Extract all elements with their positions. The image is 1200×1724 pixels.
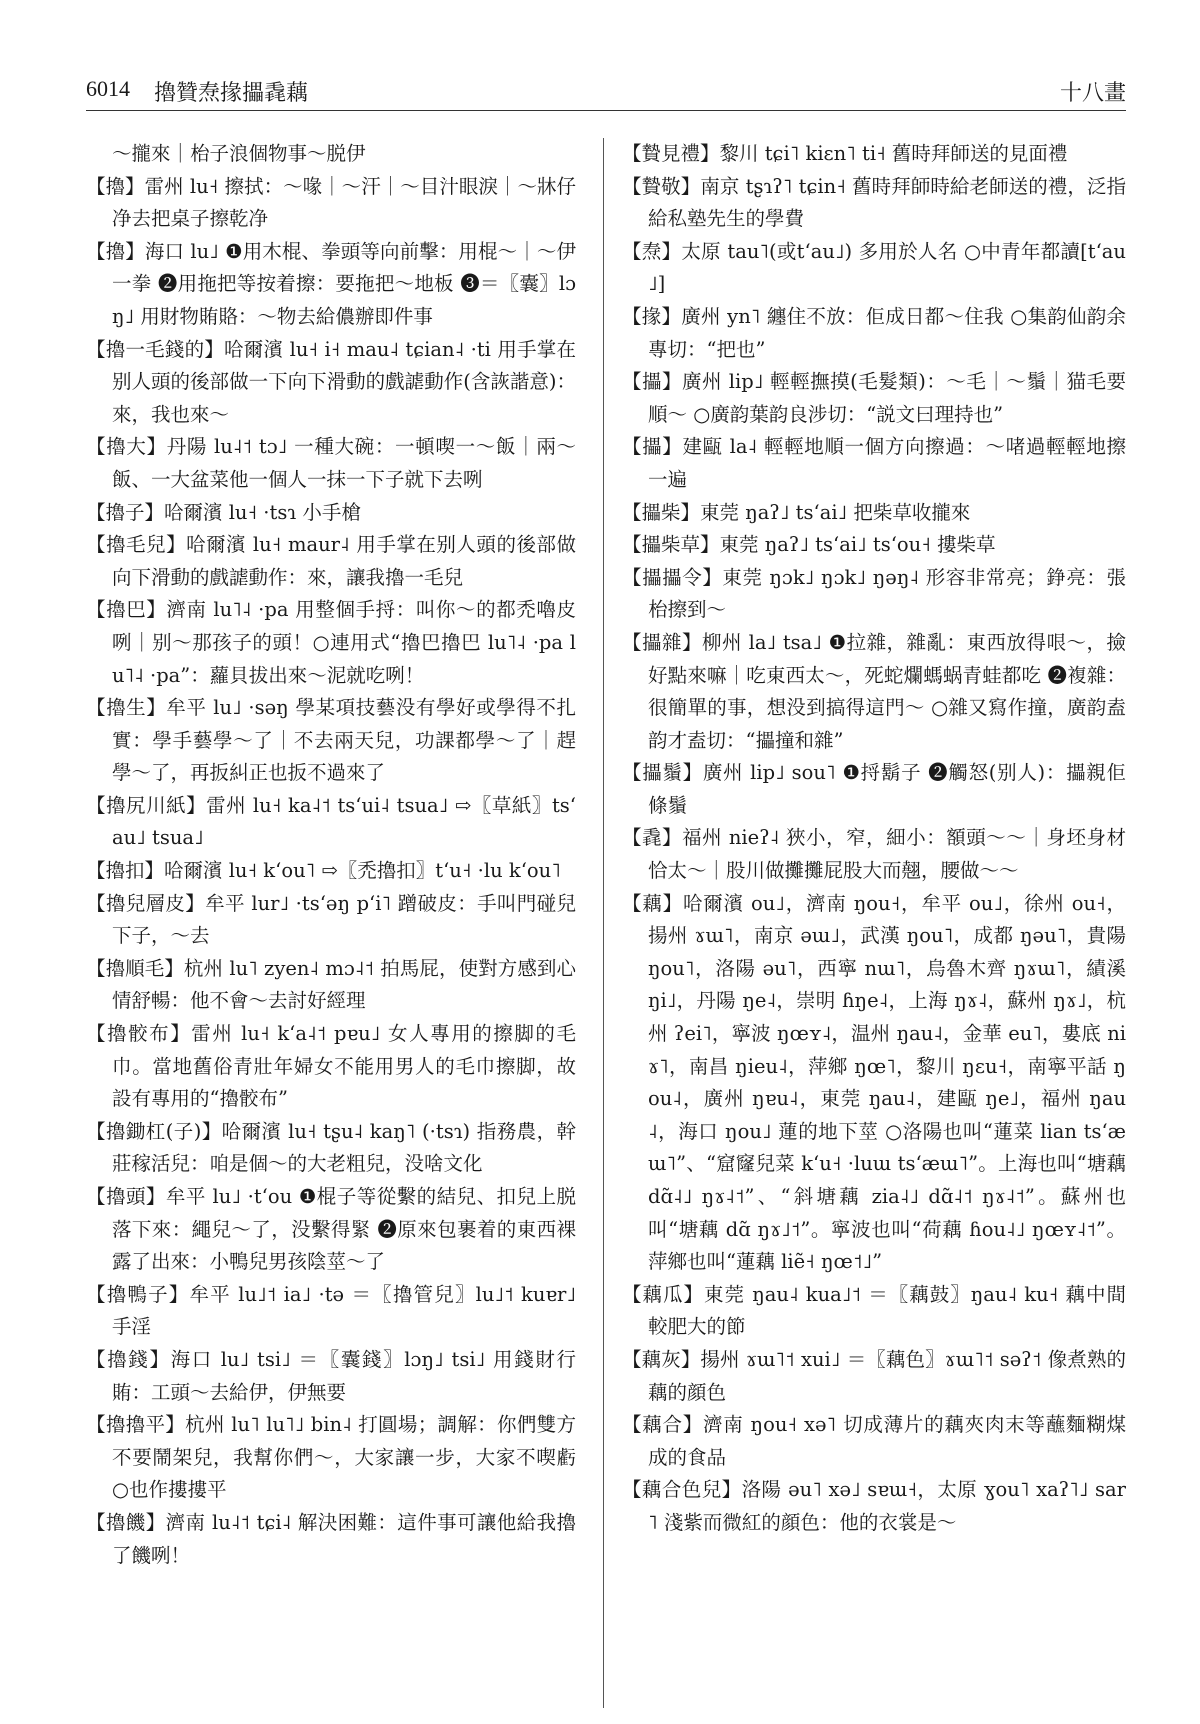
dictionary-entry: 【擼頭】牟平 lu˩ ·tʻou ❶棍子等從繫的結兒、扣兒上脱落下來：繩兒～了，没繫得緊 ❷原來包裹着的東西裸露了出來：小鴨兒男孩陰莖～了	[86, 1185, 576, 1274]
dictionary-entry: 【攂攂令】東莞 ŋɔk˩ ŋɔk˩ ŋəŋ˨ 形容非常亮；錚亮：張枱擦到～	[622, 565, 1126, 622]
dictionary-entry: 【擼鴨子】牟平 lu˩˦ ia˩ ·tə ＝〖擼管兒〗lu˩˦ kuɐr˩ 手淫	[86, 1282, 576, 1339]
dictionary-entry: 【擼鋤杠(子)】哈爾濱 lu˧ tʂu˨ kaŋ˥ (·tsɿ) 指務農，幹莊稼活兒：咱是個～的大老粗兒，没啥文化	[86, 1119, 576, 1176]
dictionary-entry: 【擼扣】哈爾濱 lu˧ kʻou˥ ⇨〖禿擼扣〗tʻu˧ ·lu kʻou˥	[86, 859, 561, 883]
dictionary-entry: 【擼】海口 lu˩ ❶用木棍、拳頭等向前擊：用棍～｜～伊一拳 ❷用拖把等按着擦：要拖把～地板 ❸＝〖囊〗lɔŋ˩ 用財物賄賂：～物去給儂辦即件事	[86, 239, 576, 328]
header-characters: 擼贊焘掾攂毳藕	[154, 81, 309, 106]
header-rule	[86, 110, 1126, 111]
dictionary-entry: 【擼生】牟平 lu˩ ·səŋ 學某項技藝没有學好或學得不扎實：學手藝學～了｜不去兩天兒，功課都學～了｜趕學～了，再扳糾正也扳不過來了	[86, 696, 576, 785]
dictionary-entry: 【藕合色兒】洛陽 əu˥ xə˩ sɐɯ˧，太原 ɣou˥ xaʔ˥˩ sar˥ 淺紫而微紅的顔色：他的衣裳是～	[622, 1478, 1126, 1534]
section-title: 十八畫	[1059, 81, 1126, 106]
dictionary-entry: 【藕合】濟南 ŋou˧ xə˥ 切成薄片的藕夾肉末等蘸麵糊煤成的食品	[622, 1413, 1126, 1469]
dictionary-entry: 【攂柴】東莞 ŋaʔ˩ tsʻai˩ 把柴草收攏來	[622, 500, 971, 524]
right-column	[622, 138, 1126, 1540]
dictionary-entry: 【擼一毛錢的】哈爾濱 lu˧ i˧ mau˨ tɕian˨ ·ti 用手掌在别人頭的後部做一下向下滑動的戲謔動作(含詼諧意)：來，我也來～	[86, 337, 576, 426]
dictionary-entry: ～攏來｜枱子浪個物事～脱伊	[112, 142, 366, 165]
column-divider	[603, 138, 604, 1708]
dictionary-entry: 【擼毛兒】哈爾濱 lu˧ maur˨ 用手掌在别人頭的後部做向下滑動的戲謔動作：來，讓我擼一毛兒	[86, 533, 576, 589]
dictionary-entry: 【擼】雷州 lu˧ 擦拭：～喙｜～汗｜～目汁眼淚｜～牀仔净去把桌子擦乾净	[86, 174, 576, 231]
dictionary-entry: 【擼子】哈爾濱 lu˧ ·tsɿ 小手槍	[86, 500, 361, 524]
dictionary-entry: 【擼大】丹陽 lu˨˦ tɔ˩ 一種大碗：一頓喫一～飯｜兩～飯、一大盆菜他一個人一抹一下子就下去咧	[86, 435, 576, 491]
dictionary-entry: 【擼饑】濟南 lu˨˦ tɕi˨ 解決困難：這件事可讓他給我擼了饑咧！	[86, 1510, 576, 1567]
dictionary-entry: 【擼骹布】雷州 lu˧ kʻa˨˦ pɐu˩ 女人專用的擦脚的毛巾。當地舊俗青壯年婦女不能用男人的毛巾擦脚，故設有專用的“擼骹布”	[86, 1022, 576, 1111]
dictionary-entry: 【藕灰】揚州 ɤɯ˥˦ xui˩ ＝〖藕色〗ɤɯ˥˦ səʔ˦ 像煮熟的藕的顔色	[622, 1347, 1126, 1404]
dictionary-entry: 【贄敬】南京 tʂɿʔ˥ tɕin˧ 舊時拜師時給老師送的禮，泛指給私塾先生的學費	[622, 174, 1126, 231]
dictionary-entry: 【攂】廣州 lip˩ 輕輕撫摸(毛髮類)：～毛｜～鬚｜猫毛要順～ ○廣韵葉韵良涉切：“説文曰理持也”	[622, 370, 1126, 426]
dictionary-entry: 【擼錢】海口 lu˩ tsi˩ ＝〖囊錢〗lɔŋ˩ tsi˩ 用錢財行賄：工頭～去給伊，伊無要	[86, 1347, 576, 1404]
dictionary-entry: 【攂鬚】廣州 lip˩ sou˥ ❶捋鬍子 ❷觸怒(别人)：攂親佢條鬚	[622, 761, 1126, 817]
dictionary-entry: 【掾】廣州 yn˥ 纏住不放：佢成日都～住我 ○集韵仙韵余專切：“把也”	[622, 304, 1126, 361]
dictionary-entry: 【毳】福州 nieʔ˨ 狹小，窄，細小：額頭～～｜身坯身材恰太～｜股川做攤攤屁股大而翹，腰做～～	[622, 826, 1126, 883]
dictionary-entry: 【擼順毛】杭州 lu˥ zyen˨ mɔ˨˦ 拍馬屁，使對方感到心情舒暢：他不會～去討好經理	[86, 956, 576, 1013]
dictionary-entry: 【攂柴草】東莞 ŋaʔ˩ tsʻai˩ tsʻou˧ 摟柴草	[622, 533, 996, 557]
dictionary-entry: 【焘】太原 tau˥(或tʻau˩) 多用於人名 ○中青年都讀[tʻau˩]	[622, 239, 1126, 296]
dictionary-entry: 【贄見禮】黎川 tɕi˥ kiɛn˥ ti˧ 舊時拜師送的見面禮	[622, 142, 1068, 165]
page-header	[86, 76, 1126, 110]
left-column	[86, 138, 576, 1572]
dictionary-entry: 【藕】哈爾濱 ou˩，濟南 ŋou˧，牟平 ou˩，徐州 ou˧，揚州 ɤɯ˥，南京 əɯ˩，武漢 ŋou˥，成都 ŋəu˥，貴陽 ŋou˥，洛陽 əu˥，西寧 nɯ˥，烏魯木齊 ŋɤɯ˥，績溪 ŋi˩，丹陽 ŋe˨，崇明 ɦŋe˨，上海 ŋɤ˨，蘇州 ŋɤ˩，杭州 ʔei˥，寧波 ŋœʏ˨，温州 ŋau˨，金華 eu˥，婁底 niɤ˥，南昌 ŋieu˨，萍鄉 ŋœ˥，黎川 ŋɛu˧，南寧平話 ŋou˨，廣州 ŋɐu˨，東莞 ŋau˨，建甌 ŋe˩，福州 ŋau˨，海口 ŋou˩ 蓮的地下莖 ○洛陽也叫“蓮菜 lian tsʻæɯ˥”、“窟窿兒菜 kʻu˧ ·luɯ tsʻæɯ˥”。上海也叫“塘藕 dɑ̃˨˩ ŋɤ˨˦”、“斜塘藕 zia˨˩ dɑ̃˨˦ ŋɤ˨˦”。蘇州也叫“塘藕 dɑ̃ ŋɤ˩˦”。寧波也叫“荷藕 ɦou˨˩ ŋœʏ˨˦”。萍鄉也叫“蓮藕 liẽ˧ ŋœ˦˩”	[622, 891, 1126, 1274]
dictionary-entry: 【攂】建甌 la˨ 輕輕地順一個方向擦過：～啫過輕輕地擦一遍	[622, 435, 1126, 491]
dictionary-entry: 【攂雜】柳州 la˩ tsa˩ ❶拉雜，雜亂：東西放得哏～，撿好點來嘛｜吃東西太～，死蛇爛螞蜗青蛙都吃 ❷複雜：很簡單的事，想没到搞得這門～ ○雜又寫作撞，廣韵盍韵才盍切：“攂撞和雜”	[622, 630, 1126, 752]
dictionary-entry: 【擼尻川紙】雷州 lu˧ ka˨˦ tsʻui˨ tsua˩ ⇨〖草紙〗tsʻau˩ tsua˩	[86, 793, 576, 850]
dictionary-entry: 【擼擼平】杭州 lu˥ lu˥˩ bin˨ 打圓場；調解：你們雙方不要鬧架兒，我幫你們～，大家讓一步，大家不喫虧 ○也作摟摟平	[86, 1413, 576, 1502]
dictionary-entry: 【藕瓜】東莞 ŋau˨ kua˩˦ ＝〖藕鼓〗ŋau˨ ku˧ 藕中間較肥大的節	[622, 1282, 1126, 1339]
dictionary-entry: 【擼兒層皮】牟平 lur˩ ·tsʻəŋ pʻi˥ 蹭破皮：手叫門碰兒下子，～去	[86, 891, 576, 948]
page-number: 6014	[86, 76, 130, 101]
dictionary-entry: 【擼巴】濟南 lu˥˨ ·pa 用整個手捋：叫你～的都禿嚕皮咧｜别～那孩子的頭！○連用式“擼巴擼巴 lu˥˨ ·pa lu˥˨ ·pa”：蘿貝拔出來～泥就吃咧！	[86, 598, 576, 687]
